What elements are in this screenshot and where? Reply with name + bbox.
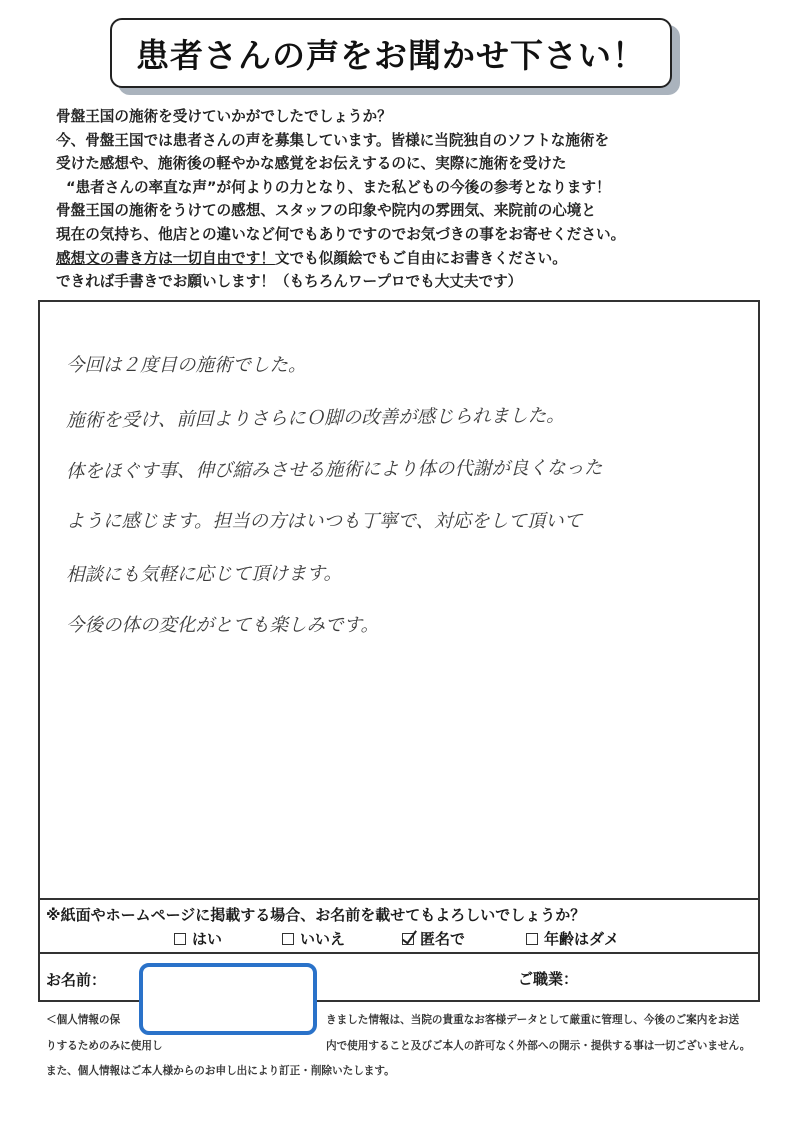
name-permission-section — [40, 898, 758, 954]
feedback-form — [38, 300, 760, 1002]
option-label: はい — [192, 930, 223, 948]
name-redaction-box — [139, 963, 317, 1035]
intro-after-underline: 文でも似顔絵でもご自由にお書きください。 — [274, 249, 567, 267]
privacy-line-2-right: 内で使用すること及びご本人の許可なく外部への開示・提供する事は一切ございません。 — [326, 1040, 751, 1052]
page-title: 患者さんの声をお聞かせ下さい！ — [110, 18, 672, 88]
name-label: お名前： — [46, 971, 107, 989]
privacy-line-1-right: きました情報は、当院の貴重なお客様データとして厳重に管理し、今後のご案内をお送 — [326, 1014, 740, 1026]
intro-line: “患者さんの率直な声”が何よりの力となり、また私どもの今後の参考となります！ — [66, 178, 611, 196]
option-no[interactable] — [282, 928, 345, 949]
name-permission-options — [174, 928, 734, 950]
checkbox-no-age[interactable] — [526, 933, 538, 945]
occupation-label: ご職業： — [518, 970, 579, 988]
privacy-line-3: また、個人情報はご本人様からのお申し出により訂正・削除いたします。 — [46, 1065, 395, 1077]
handwriting-line: 体をほぐす事、伸び縮みさせる施術により体の代謝が良くなった — [65, 457, 603, 483]
intro-line: 骨盤王国の施術を受けていかがでしたでしょうか？ — [56, 108, 392, 125]
intro-line: 骨盤王国の施術をうけての感想、スタッフの印象や院内の雰囲気、来院前の心境と — [56, 202, 596, 220]
intro-line: 今、骨盤王国では患者さんの声を募集しています。皆様に当院独自のソフトな施術を — [56, 131, 610, 149]
name-permission-question: ※紙面やホームページに掲載する場合、お名前を載せてもよろしいでしょうか？ — [46, 906, 586, 924]
handwritten-comment[interactable] — [66, 340, 746, 652]
intro-line: 受けた感想や、施術後の軽やかな感覚をお伝えするのに、実際に施術を受けた — [56, 155, 567, 173]
option-yes[interactable] — [174, 928, 222, 949]
checkbox-yes[interactable] — [174, 933, 186, 945]
checkbox-anonymous-checked[interactable] — [402, 933, 414, 945]
option-label: 匿名で — [420, 930, 466, 948]
intro-text — [56, 105, 776, 294]
checkbox-no[interactable] — [282, 933, 294, 945]
option-label: 年齢はダメ — [544, 930, 620, 948]
handwriting-line: 相談にも気軽に応じて頂けます。 — [65, 563, 343, 586]
handwriting-line: ように感じます。担当の方はいつも丁寧で、対応をして頂いて — [66, 511, 583, 532]
intro-line: 現在の気持ち、他店との違いなど何でもありですのでお気づきの事をお寄せください。 — [56, 225, 626, 243]
privacy-line-2-left: りするためのみに使用し — [46, 1040, 163, 1052]
handwriting-line: 施術を受け、前回よりさらにＯ脚の改善が感じられました。 — [65, 405, 565, 432]
privacy-line-1-left: ＜個人情報の保 — [46, 1014, 121, 1026]
option-anonymous[interactable] — [402, 928, 465, 949]
option-no-age[interactable] — [526, 928, 619, 949]
handwriting-line: 今後の体の変化がとても楽しみです。 — [66, 615, 380, 636]
intro-underlined: 感想文の書き方は一切自由です！ — [56, 249, 275, 267]
option-label: いいえ — [300, 930, 346, 948]
intro-line-last: できれば手書きでお願いします！（もちろんワープロでも大丈夫です） — [56, 273, 523, 291]
intro-line-freeform — [56, 247, 776, 271]
handwriting-line: 今回は２度目の施術でした。 — [66, 355, 307, 376]
